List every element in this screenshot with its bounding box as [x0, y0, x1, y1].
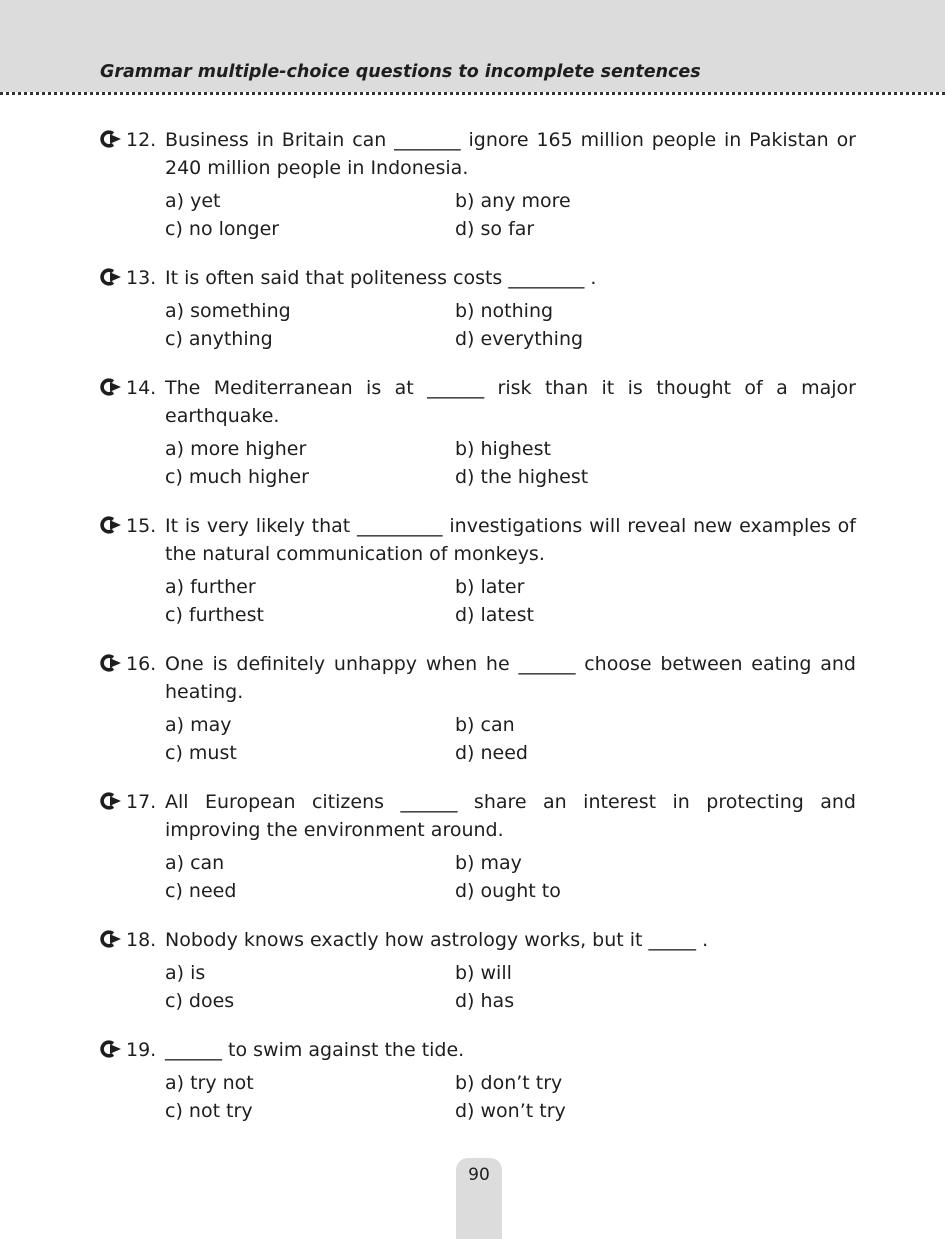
circled-arrow-icon — [100, 788, 126, 844]
question-number: 13. — [126, 267, 157, 289]
choice-a: a) yet — [165, 190, 221, 212]
answer-choices — [165, 711, 856, 767]
question-item — [100, 1036, 856, 1125]
choice-d: d) latest — [455, 604, 534, 626]
choice-b: b) nothing — [455, 300, 554, 322]
question-text: ______ to swim against the tide. — [165, 1039, 465, 1061]
question-text: It is very likely that _________ investigations will reveal new examples of the natural communication of monkeys. — [165, 515, 856, 565]
circled-arrow-icon — [100, 374, 126, 430]
choice-a: a) try not — [165, 1072, 254, 1094]
question-item — [100, 264, 856, 353]
choice-d: d) need — [455, 742, 528, 764]
circled-arrow-icon — [100, 512, 126, 568]
question-text: Nobody knows exactly how astrology works, but it _____ . — [165, 929, 709, 951]
question-list — [100, 126, 856, 1146]
choice-c: c) no longer — [165, 218, 280, 240]
choice-b: b) can — [455, 714, 515, 736]
choice-c: c) not try — [165, 1100, 253, 1122]
choice-d: d) has — [455, 990, 515, 1012]
choice-a: a) can — [165, 852, 225, 874]
choice-d: d) so far — [455, 218, 535, 240]
question-item — [100, 788, 856, 905]
circled-arrow-icon — [100, 126, 126, 182]
answer-choices — [165, 435, 856, 491]
choice-a: a) may — [165, 714, 232, 736]
answer-choices — [165, 573, 856, 629]
question-number: 14. — [126, 377, 157, 399]
choice-c: c) anything — [165, 328, 273, 350]
circled-arrow-icon — [100, 650, 126, 706]
question-item — [100, 650, 856, 767]
question-number: 18. — [126, 929, 157, 951]
question-item — [100, 926, 856, 1015]
question-item — [100, 374, 856, 491]
dotted-divider — [0, 92, 945, 95]
question-text: All European citizens ______ share an interest in protecting and improving the environment around. — [165, 791, 856, 841]
choice-c: c) furthest — [165, 604, 264, 626]
choice-b: b) may — [455, 852, 522, 874]
circled-arrow-icon — [100, 1036, 126, 1064]
choice-b: b) will — [455, 962, 512, 984]
question-item — [100, 512, 856, 629]
question-text: It is often said that politeness costs ________ . — [165, 267, 597, 289]
choice-b: b) any more — [455, 190, 571, 212]
choice-d: d) everything — [455, 328, 584, 350]
question-number: 17. — [126, 791, 157, 813]
choice-a: a) more higher — [165, 438, 307, 460]
page-number-tab — [456, 1158, 502, 1239]
answer-choices — [165, 1069, 856, 1125]
answer-choices — [165, 849, 856, 905]
choice-d: d) the highest — [455, 466, 589, 488]
choice-b: b) later — [455, 576, 525, 598]
question-number: 15. — [126, 515, 157, 537]
question-number: 12. — [126, 129, 157, 151]
choice-b: b) highest — [455, 438, 551, 460]
question-text: Business in Britain can _______ ignore 165 million people in Pakistan or 240 million people in Indonesia. — [165, 129, 856, 179]
choice-a: a) is — [165, 962, 206, 984]
answer-choices — [165, 187, 856, 243]
choice-c: c) does — [165, 990, 235, 1012]
choice-c: c) must — [165, 742, 237, 764]
question-number: 19. — [126, 1039, 157, 1061]
question-text: The Mediterranean is at ______ risk than it is thought of a major earthquake. — [165, 377, 856, 427]
page-number: 90 — [468, 1165, 490, 1185]
circled-arrow-icon — [100, 926, 126, 954]
choice-c: c) much higher — [165, 466, 309, 488]
question-text: One is definitely unhappy when he ______ choose between eating and heating. — [165, 653, 856, 703]
choice-d: d) ought to — [455, 880, 561, 902]
answer-choices — [165, 297, 856, 353]
circled-arrow-icon — [100, 264, 126, 292]
page-title: Grammar multiple-choice questions to incomplete sentences — [100, 62, 701, 82]
choice-a: a) something — [165, 300, 291, 322]
question-number: 16. — [126, 653, 157, 675]
choice-b: b) don’t try — [455, 1072, 563, 1094]
choice-d: d) won’t try — [455, 1100, 566, 1122]
choice-c: c) need — [165, 880, 237, 902]
choice-a: a) further — [165, 576, 256, 598]
question-item — [100, 126, 856, 243]
answer-choices — [165, 959, 856, 1015]
